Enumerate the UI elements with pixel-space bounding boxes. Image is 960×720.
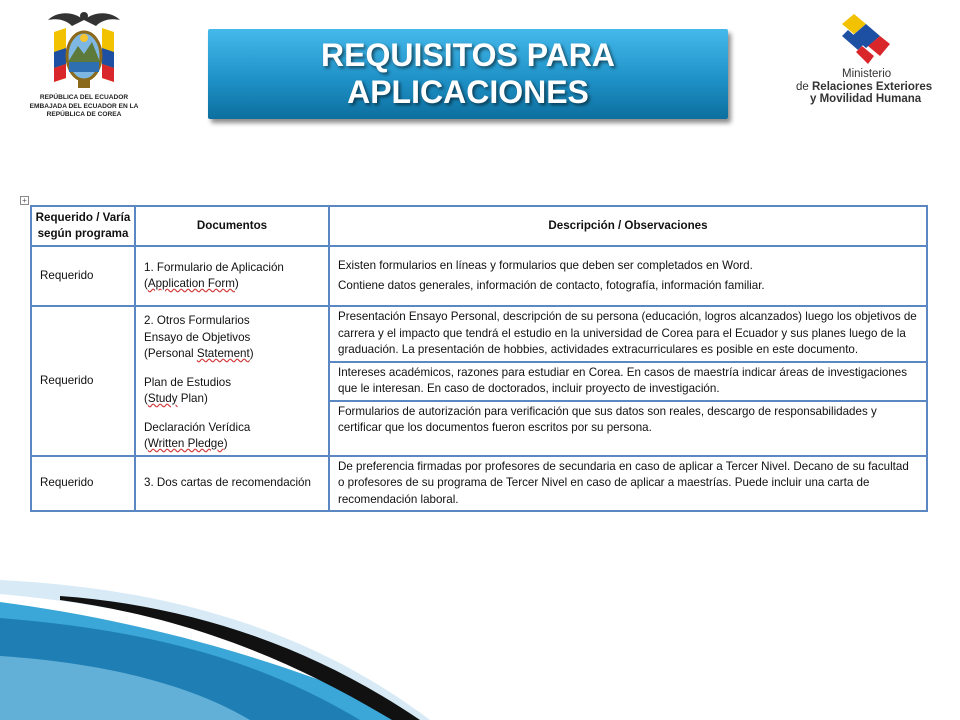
emblem-caption-line-2: EMBAJADA DEL ECUADOR EN LA <box>29 102 139 110</box>
paren: ) <box>249 347 254 360</box>
row1-description <box>329 246 927 306</box>
table-row <box>31 246 927 306</box>
table-row <box>31 456 927 512</box>
table-row <box>31 306 927 456</box>
paren: ) <box>223 437 228 450</box>
study-text: Study <box>147 392 178 405</box>
row2-desc-2: Intereses académicos, razones para estudiar en Corea. En casos de maestría indicar áreas de investigaciones que le interesan. En caso de doctorados, incluir proyecto de investigación. <box>330 363 926 402</box>
ministry-line-2: Relaciones Exteriores <box>812 80 933 93</box>
row2-description <box>329 306 927 456</box>
row1-required: Requerido <box>31 246 135 306</box>
emblem-caption-line-1: REPÚBLICA DEL ECUADOR <box>39 94 129 101</box>
row2-required: Requerido <box>31 306 135 456</box>
paren: Plan) <box>177 392 208 405</box>
title-line-1: REQUISITOS PARA <box>321 37 615 73</box>
ministry-line-3: y Movilidad Humana <box>810 93 922 105</box>
title-line-2: APLICACIONES <box>347 74 589 110</box>
paren: ) <box>234 277 239 290</box>
header-required: Requerido / Varía según programa <box>31 206 135 246</box>
page-title <box>308 37 628 111</box>
row2-doc-plan-sub <box>144 391 320 408</box>
row1-desc-1: Existen formularios en líneas y formularios que deben ser completados en Word. <box>338 259 753 272</box>
paren: ( <box>144 277 148 290</box>
row1-desc-2: Contiene datos generales, información de contacto, fotografía, información familiar. <box>338 278 765 292</box>
written-pledge-text: Written Pledge <box>147 437 224 450</box>
row1-doc-title: 1. Formulario de Aplicación <box>144 260 284 274</box>
statement-text: Statement <box>196 347 250 360</box>
ministry-logo <box>796 10 946 106</box>
paren: ( <box>144 437 148 450</box>
row1-doc-subtitle <box>144 276 320 293</box>
header-description: Descripción / Observaciones <box>329 206 927 246</box>
row3-required: Requerido <box>31 456 135 512</box>
row2-desc-1: Presentación Ensayo Personal, descripción de su persona (educación, logros alcanzados) luego los objetivos de carrera y el impacto que tendrá el estudio en la universidad de Corea para el Ecuador y sus planes luego de la graduación. La presentación de hobbies, actividades extracurriculares es posible en este documento. <box>330 307 926 363</box>
emblem-caption-line-3: REPÚBLICA DE COREA <box>46 111 122 118</box>
row2-desc-3: Formularios de autorización para verificación que sus datos son reales, descargo de responsabilidades y certificar que los documentos fueron escritos por su persona. <box>338 404 877 434</box>
requirements-table <box>30 205 928 512</box>
row2-doc-essay-sub <box>144 346 320 363</box>
row2-doc-pledge-sub <box>144 436 320 453</box>
paren: ( <box>144 392 148 405</box>
header-documents: Documentos <box>135 206 329 246</box>
row2-doc-plan: Plan de Estudios <box>144 375 232 389</box>
expand-icon[interactable]: + <box>20 196 29 205</box>
application-form-text: Application Form <box>147 277 235 290</box>
decorative-swoosh <box>0 560 960 720</box>
row3-documents: 3. Dos cartas de recomendación <box>135 456 329 512</box>
ministry-line-2-prefix: de <box>796 80 812 93</box>
ministry-logo-icon <box>840 10 892 66</box>
ministry-line-1: Ministerio <box>842 68 892 80</box>
row2-documents <box>135 306 329 456</box>
embassy-emblem <box>14 6 154 120</box>
title-banner <box>208 29 728 119</box>
row1-documents <box>135 246 329 306</box>
ecuador-coat-of-arms-icon <box>44 6 124 92</box>
paren: (Personal <box>144 347 197 360</box>
row2-doc-essay: Ensayo de Objetivos <box>144 330 251 344</box>
row2-doc-title: 2. Otros Formularios <box>144 314 250 327</box>
table-header-row <box>31 206 927 246</box>
row2-doc-pledge: Declaración Verídica <box>144 420 251 434</box>
row3-description: De preferencia firmadas por profesores de secundaria en caso de aplicar a Tercer Nivel. Decano de su facultad o profesores de su programa de Tercer Nivel en caso de aplicar a maestrías. Puede incluir una carta de recomendación laboral. <box>329 456 927 512</box>
